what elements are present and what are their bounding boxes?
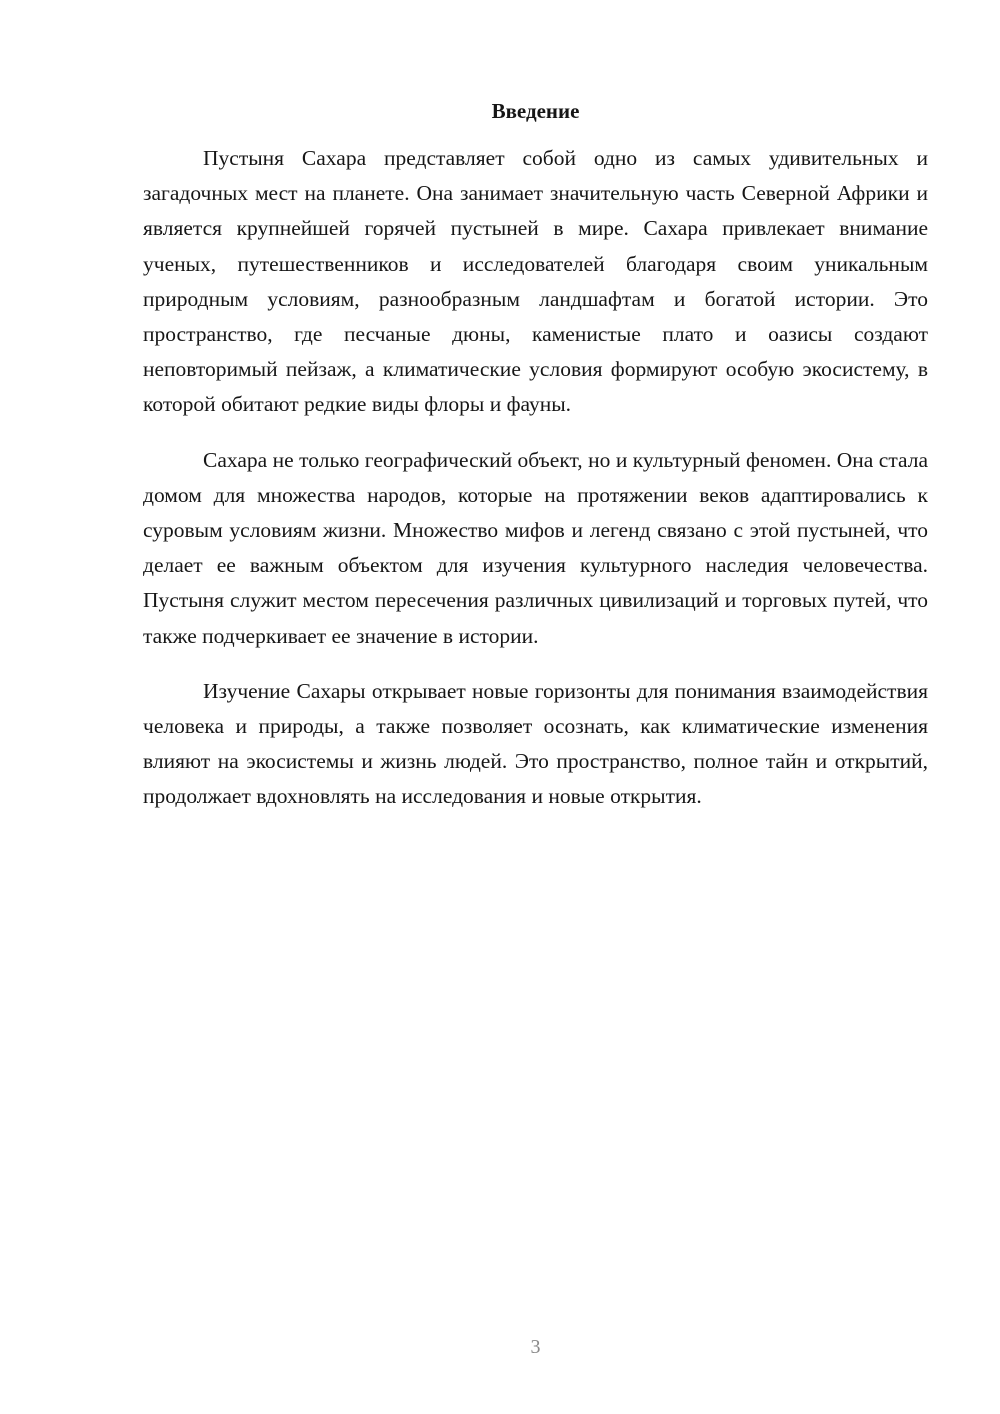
page-number: 3: [530, 1336, 541, 1358]
paragraph-3: Изучение Сахары открывает новые горизонты для понимания взаимодействия человека и природы, а также позволяет осознать, как климатические изменения влияют на экосистемы и жизнь людей. Это пространство, полное тайн и открытий, продолжает вдохновлять на исследования и новые открытия.: [143, 678, 928, 809]
section-title: Введение: [491, 99, 580, 123]
paragraph-1: Пустыня Сахара представляет собой одно из самых удивительных и загадочных мест на планете. Она занимает значительную часть Северной Африки и является крупнейшей горячей пустыней в мире. Сахара привлекает внимание ученых, путешественников и исследователей благодаря своим уникальным природным условиям, разнообразным ландшафтам и богатой истории. Это пространство, где песчаные дюны, каменистые плато и оазисы создают неповторимый пейзаж, а климатические условия формируют особую экосистему, в которой обитают редкие виды флоры и фауны.: [143, 146, 928, 417]
document-body: [143, 141, 928, 835]
paragraph-2: Сахара не только географический объект, но и культурный феномен. Она стала домом для множества народов, которые на протяжении веков адаптировались к суровым условиям жизни. Множество мифов и легенд связано с этой пустыней, что делает ее важным объектом для изучения культурного наследия человечества. Пустыня служит местом пересечения различных цивилизаций и торговых путей, что также подчеркивает ее значение в истории.: [143, 447, 928, 648]
